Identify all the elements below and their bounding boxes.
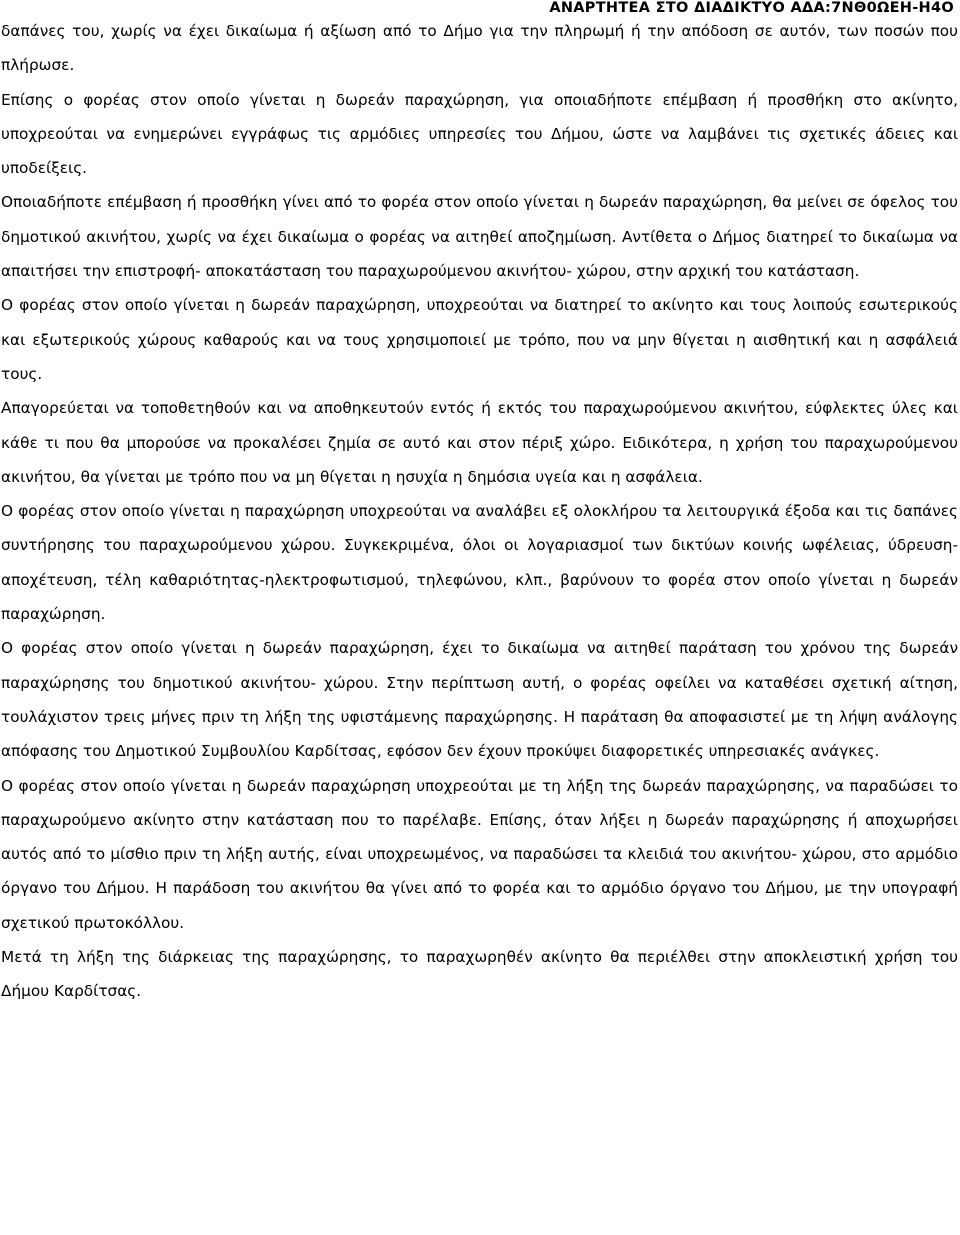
ada-header-stamp: ΑΝΑΡΤΗΤΕΑ ΣΤΟ ΔΙΑΔΙΚΤΥΟ ΑΔΑ:7ΝΘ0ΩΕΗ-Η4Ο <box>549 0 954 16</box>
paragraph-5: Απαγορεύεται να τοποθετηθούν και να αποθηκευτούν εντός ή εκτός του παραχωρούμενου ακινήτου, εύφλεκτες ύλες και κάθε τι που θα μπορούσε να προκαλέσει ζημία σε αυτό και στον πέριξ χώρο. Ειδικότερα, η χρήση του παραχωρούμενου ακινήτου, θα γίνεται με τρόπο που να μη θίγεται η ησυχία η δημόσια υγεία και η ασφάλεια. <box>1 399 958 486</box>
paragraph-7: Ο φορέας στον οποίο γίνεται η δωρεάν παραχώρηση, έχει το δικαίωμα να αιτηθεί παράταση του χρόνου της δωρεάν παραχώρησης του δημοτικού ακινήτου- χώρου. Στην περίπτωση αυτή, ο φορέας οφείλει να καταθέσει σχετική αίτηση, τουλάχιστον τρεις μήνες πριν τη λήξη της υφιστάμενης παραχώρησης. Η παράταση θα αποφασιστεί με τη λήψη ανάλογης απόφασης του Δημοτικού Συμβουλίου Καρδίτσας, εφόσον δεν έχουν προκύψει διαφορετικές υπηρεσιακές ανάγκες. <box>1 639 958 761</box>
paragraph-8: Ο φορέας στον οποίο γίνεται η δωρεάν παραχώρηση υποχρεούται με τη λήξη της δωρεάν παραχώρησης, να παραδώσει το παραχωρούμενο ακίνητο στην κατάσταση που το παρέλαβε. Επίσης, όταν λήξει η δωρεάν παραχώρησης ή αποχωρήσει αυτός από το μίσθιο πριν τη λήξη αυτής, είναι υποχρεωμένος, να παραδώσει τα κλειδιά του ακινήτου- χώρου, στο αρμόδιο όργανο του Δήμου. Η παράδοση του ακινήτου θα γίνει από το φορέα και το αρμόδιο όργανο του Δήμου, με την υπογραφή σχετικού πρωτοκόλλου. <box>1 776 958 932</box>
paragraph-9: Μετά τη λήξη της διάρκειας της παραχώρησης, το παραχωρηθέν ακίνητο θα περιέλθει στην αποκλειστική χρήση του Δήμου Καρδίτσας. <box>1 948 958 1001</box>
paragraph-4: Ο φορέας στον οποίο γίνεται η δωρεάν παραχώρηση, υποχρεούται να διατηρεί το ακίνητο και τους λοιπούς εσωτερικούς και εξωτερικούς χώρους καθαρούς και να τους χρησιμοποιεί με τρόπο, που να μην θίγεται η αισθητική και η ασφάλειά τους. <box>1 296 958 383</box>
paragraph-6: Ο φορέας στον οποίο γίνεται η παραχώρηση υποχρεούται να αναλάβει εξ ολοκλήρου τα λειτουργικά έξοδα και τις δαπάνες συντήρησης του παραχωρούμενου χώρου. Συγκεκριμένα, όλοι οι λογαριασμοί των δικτύων κοινής ωφέλειας, ύδρευση- αποχέτευση, τέλη καθαριότητας-ηλεκτροφωτισμού, τηλεφώνου, κλπ., βαρύνουν το φορέα στον οποίο γίνεται η δωρεάν παραχώρηση. <box>1 502 958 624</box>
paragraph-3: Οποιαδήποτε επέμβαση ή προσθήκη γίνει από το φορέα στον οποίο γίνεται η δωρεάν παραχώρηση, θα μείνει σε όφελος του δημοτικού ακινήτου, χωρίς να έχει δικαίωμα ο φορέας να αιτηθεί αποζημίωση. Αντίθετα ο Δήμος διατηρεί το δικαίωμα να απαιτήσει την επιστροφή- αποκατάσταση του παραχωρούμενου ακινήτου- χώρου, στην αρχική του κατάσταση. <box>1 193 958 281</box>
paragraph-2: Επίσης ο φορέας στον οποίο γίνεται η δωρεάν παραχώρηση, για οποιαδήποτε επέμβαση ή προσθήκη στο ακίνητο, υποχρεούται να ενημερώνει εγγράφως τις αρμόδιες υπηρεσίες του Δήμου, ώστε να λαμβάνει τις σχετικές άδειες και υποδείξεις. <box>1 90 958 178</box>
paragraph-1: δαπάνες του, χωρίς να έχει δικαίωμα ή αξίωση από το Δήμο για την πληρωμή ή την απόδοση σε αυτόν, των ποσών που πλήρωσε. <box>1 22 958 75</box>
document-body <box>1 14 958 1009</box>
